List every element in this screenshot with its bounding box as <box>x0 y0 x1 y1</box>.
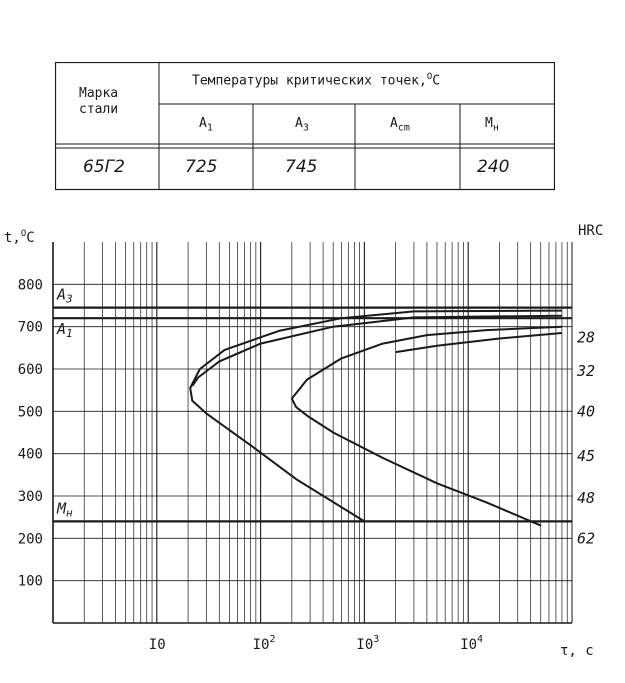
steel-grade-header-line1: Марка <box>79 86 119 101</box>
y-tick-label: 500 <box>17 404 43 421</box>
y-tick-label: 200 <box>17 531 43 548</box>
col-acm-header: $A_{cm}$ <box>390 116 410 134</box>
x-tick-label: $I0^3$ <box>356 634 380 653</box>
mn-value: 240 <box>477 157 510 177</box>
hrc-label: 40 <box>577 402 596 421</box>
critical-line-label: $M_н$ <box>57 499 73 520</box>
critical-points-header: Температуры критических точек,$^О$С <box>192 72 441 89</box>
x-axis-label: τ, с <box>560 643 594 659</box>
hrc-label: 45 <box>577 446 596 465</box>
y-axis-label: t,$^О$С <box>4 229 35 246</box>
cct-diagram <box>0 215 625 683</box>
transformation-curve <box>192 316 562 386</box>
col-a3-header: $A_3$ <box>295 116 309 134</box>
hrc-axis-label: HRC <box>578 223 604 239</box>
x-tick-label: $I0^4$ <box>460 634 484 653</box>
y-tick-label: 600 <box>17 362 43 378</box>
steel-grade-value: 65Г2 <box>83 157 125 177</box>
col-mn-header: $M_н$ <box>485 116 499 134</box>
hrc-label: 62 <box>577 529 596 548</box>
x-tick-label: $I0^2$ <box>252 634 276 653</box>
critical-line-label: $A_1$ <box>57 320 73 341</box>
transformation-curve <box>190 311 562 522</box>
y-tick-label: 800 <box>17 277 43 294</box>
hrc-label: 28 <box>577 328 596 347</box>
hrc-label: 48 <box>577 489 596 508</box>
y-tick-label: 400 <box>17 446 43 463</box>
steel-grade-header-line2: стали <box>79 102 119 117</box>
y-tick-label: 100 <box>17 573 43 590</box>
a1-value: 725 <box>185 157 218 177</box>
critical-line-label: $A_3$ <box>57 285 73 306</box>
col-a1-header: $A_1$ <box>199 116 213 134</box>
y-tick-label: 300 <box>17 489 43 505</box>
hrc-label: 32 <box>577 362 596 381</box>
y-tick-label: 700 <box>17 319 43 336</box>
critical-points-table <box>55 62 555 192</box>
x-tick-label: I0 <box>148 637 166 653</box>
a3-value: 745 <box>285 157 318 177</box>
